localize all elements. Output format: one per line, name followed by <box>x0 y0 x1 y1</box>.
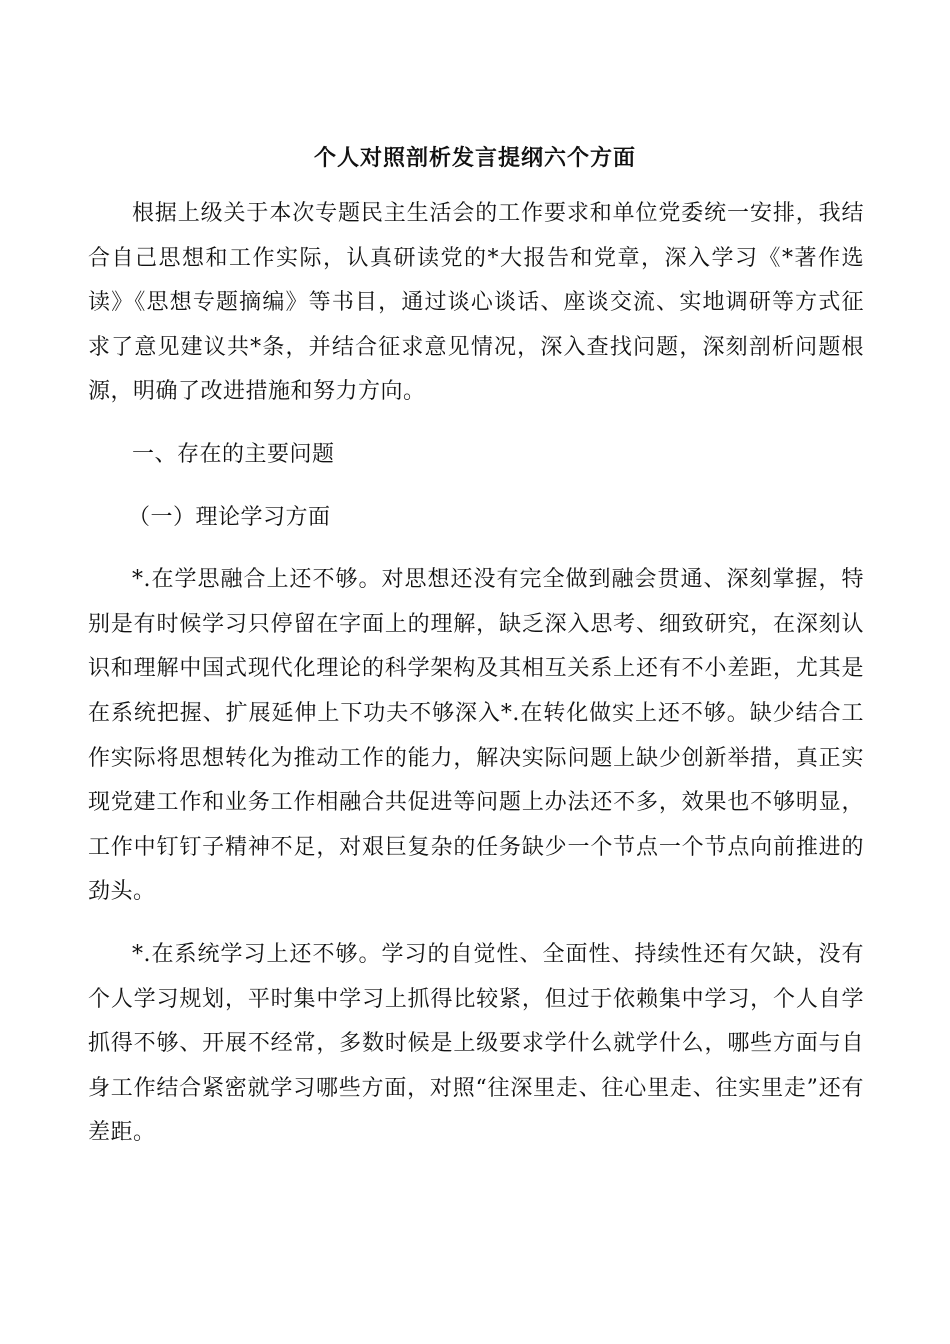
section-heading-problems: 一、存在的主要问题 <box>132 441 335 467</box>
document-body <box>88 192 864 1174</box>
body-paragraph-2: *.在系统学习上还不够。学习的自觉性、全面性、持续性还有欠缺，没有个人学习规划，平时集中学习上抓得比较紧，但过于依赖集中学习，个人自学抓得不够、开展不经常，多数时候是上级要求学什么就学什么，哪些方面与自身工作结合紧密就学习哪些方面，对照“往深里走、往心里走、往实里走”还有差距。 <box>88 941 864 1146</box>
intro-paragraph: 根据上级关于本次专题民主生活会的工作要求和单位党委统一安排，我结合自己思想和工作实际，认真研读党的*大报告和党章，深入学习《*著作选读》《思想专题摘编》等书目，通过谈心谈话、座谈交流、实地调研等方式征求了意见建议共*条，并结合征求意见情况，深入查找问题，深刻剖析问题根源，明确了改进措施和努力方向。 <box>88 201 864 405</box>
document-title: 个人对照剖析发言提纲六个方面 <box>313 145 636 171</box>
body-paragraph-1: *.在学思融合上还不够。对思想还没有完全做到融会贯通、深刻掌握，特别是有时候学习只停留在字面上的理解，缺乏深入思考、细致研究，在深刻认识和理解中国式现代化理论的科学架构及其相互关系上还有不小差距，尤其是在系统把握、扩展延伸上下功夫不够深入*.在转化做实上还不够。缺少结合工作实际将思想转化为推动工作的能力，解决实际问题上缺少创新举措，真正实现党建工作和业务工作相融合共促进等问题上办法还不多，效果也不够明显，工作中钉钉子精神不足，对艰巨复杂的任务缺少一个节点一个节点向前推进的劲头。 <box>88 567 864 905</box>
subsection-heading-theory-study: （一）理论学习方面 <box>128 504 331 530</box>
